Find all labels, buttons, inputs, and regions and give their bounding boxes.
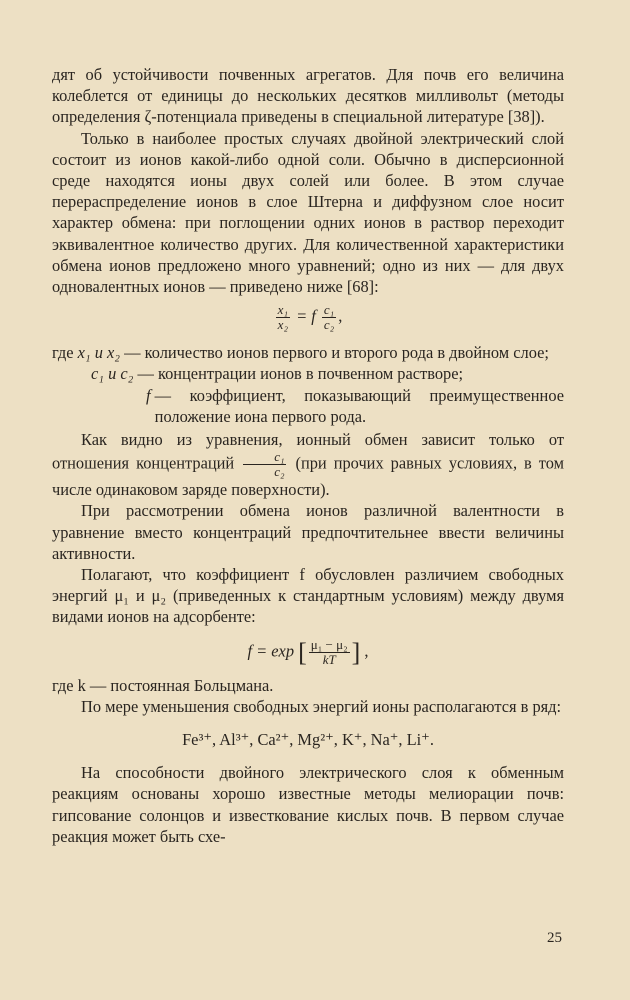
- ratio-c2: c₂: [274, 464, 285, 480]
- def-f-desc: — коэффициент, показывающий преимущественное положение иона первого рода.: [154, 385, 564, 426]
- paragraph-6: где k — постоянная Больцмана.: [52, 675, 274, 695]
- p3-before: Как видно из уравнения, ионный обмен зависит только от отношения концентраций: [52, 430, 564, 473]
- fraction-mu: [309, 638, 350, 667]
- numerator-mu: μ₁ − μ₂: [310, 636, 348, 652]
- eq2-lhs: f = exp: [247, 640, 295, 660]
- fraction-c: [322, 303, 336, 332]
- paragraph-4: При рассмотрении обмена ионов различной валентности в уравнение вместо концентраций предпочтительнее ввести величины активности.: [52, 501, 564, 563]
- eq2-comma: ,: [364, 640, 369, 660]
- numerator-c1: c₁: [323, 302, 335, 318]
- fraction-c-ratio: [243, 450, 286, 479]
- equation-f-exp: [52, 638, 564, 667]
- denominator-c2: c₂: [323, 317, 335, 333]
- ratio-c1: c₁: [243, 450, 286, 465]
- definitions-list: [52, 342, 564, 427]
- p3-after: (при прочих равных условиях, в том числе одинаковом заряде поверхности).: [52, 453, 565, 500]
- def-x-terms: x₁ и x₂: [77, 343, 120, 363]
- numerator-x1: x₁: [277, 302, 288, 318]
- def-f-term: f: [146, 385, 151, 405]
- paragraph-3: [52, 429, 564, 500]
- page-number: 25: [547, 930, 562, 946]
- eq1-comma: ,: [338, 306, 343, 326]
- def-c-desc: — концентрации ионов в почвенном растворе;: [137, 364, 464, 384]
- paragraph-8: На способности двойного электрического слоя к обменным реакциям основаны хорошо известные методы мелиорации почв: гипсование солонцов и известкование кислых почв. В первом случае реакция может быть схе-: [52, 763, 564, 846]
- definition-x: [52, 342, 564, 363]
- definition-c: [52, 363, 564, 384]
- paragraph-7: По мере уменьшения свободных энергий ионы располагаются в ряд:: [81, 696, 562, 716]
- fraction-x: [276, 303, 290, 332]
- ion-series: Fe³⁺, Al³⁺, Ca²⁺, Mg²⁺, K⁺, Na⁺, Li⁺.: [182, 730, 434, 750]
- paragraph-5: Полагают, что коэффициент f обусловлен различием свободных энергий μ₁ и μ₂ (приведенных к стандартным условиям) между двумя видами ионов на адсорбенте:: [52, 565, 564, 627]
- definition-f: [52, 385, 564, 427]
- def-x-desc: — количество ионов первого и второго рода в двойном слое;: [124, 343, 549, 363]
- paragraph-1: дят об устойчивости почвенных агрегатов. Для почв его величина колеблется от единицы до нескольких десятков милливольт (методы определения ζ-потенциала приведены в специальной литературе [38]).: [52, 65, 564, 127]
- denominator-x2: x₂: [277, 317, 288, 333]
- paragraph-2: Только в наиболее простых случаях двойной электрический слой состоит из ионов какой-либо одной соли. Обычно в дисперсионной среде находятся ионы двух солей или более. В этом случае перераспределение ионов в слое Штерна и диффузном слое носит характер обмена: при поглощении одних ионов в раствор переходит эквивалентное количество других. Для количественной характеристики обмена ионов предложено много уравнений; одно из них — для двух одновалентных ионов — приведено ниже [68]:: [52, 128, 564, 297]
- equals-f: = f: [296, 306, 316, 326]
- def-c-terms: c₁ и c₂: [91, 364, 134, 384]
- right-bracket: ]: [351, 637, 361, 667]
- def-where: где x₁ и x₂: [52, 343, 120, 363]
- left-bracket: [: [298, 637, 307, 667]
- equation-ion-exchange: [52, 303, 564, 332]
- denominator-kT: kT: [322, 651, 336, 667]
